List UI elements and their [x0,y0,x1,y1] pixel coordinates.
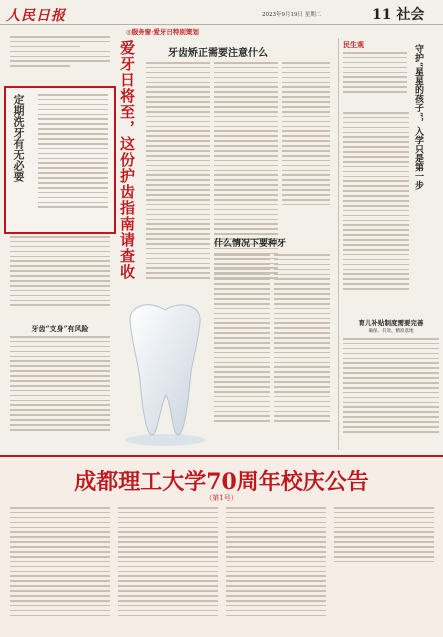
masthead-rule [0,24,443,25]
ad-col-2 [118,507,218,632]
right-mid-headline-1: 育儿补贴制度需要完善 [358,319,424,327]
ad-col-3 [226,507,326,632]
page-number: 11 社会 [372,7,425,23]
ad-col-1 [10,507,110,632]
left-highlight-box [4,86,116,234]
right-intro-text [343,52,407,106]
mid-col-a [146,62,210,302]
right-top-headline: 守护“星星的孩子”，入学只是第一步 [413,44,423,190]
right-mid-headline-2: 确保、有效、精准落地 [368,329,414,334]
left-lower-text [10,236,110,316]
right-body-text [343,112,409,312]
newspaper-logo: 人民日报 [6,8,66,24]
left-box-headline: 定期洗牙有无必要 [12,94,25,182]
minsheng-label: 民生观 [343,40,364,49]
mid-headline-1: 牙齿矫正需要注意什么 [168,48,268,59]
issue-date: 2023年9月19日 星期二 [262,12,322,18]
ad-col-4 [334,507,434,577]
right-lower-text [343,338,439,446]
mid-col-d [214,254,270,448]
left-bottom-text [10,336,110,446]
mid-headline-2: 什么情况下要种牙 [214,239,287,249]
mid-col-c [282,62,330,222]
anniversary-ad [0,455,443,637]
section-tag: ◎服务窗·爱牙日特别策划 [126,28,199,36]
main-headline: 爱牙日将至，这份护齿指南请查收 [118,40,136,280]
ad-subtitle: （第1号） [205,494,238,502]
left-intro-text [10,36,110,84]
ad-title: 成都理工大学70周年校庆公告 [74,469,369,495]
tooth-illustration [120,300,210,450]
left-bottom-headline: 牙齿“支身”有风险 [31,324,89,333]
mid-col-e [274,254,330,448]
left-box-body [38,94,108,226]
